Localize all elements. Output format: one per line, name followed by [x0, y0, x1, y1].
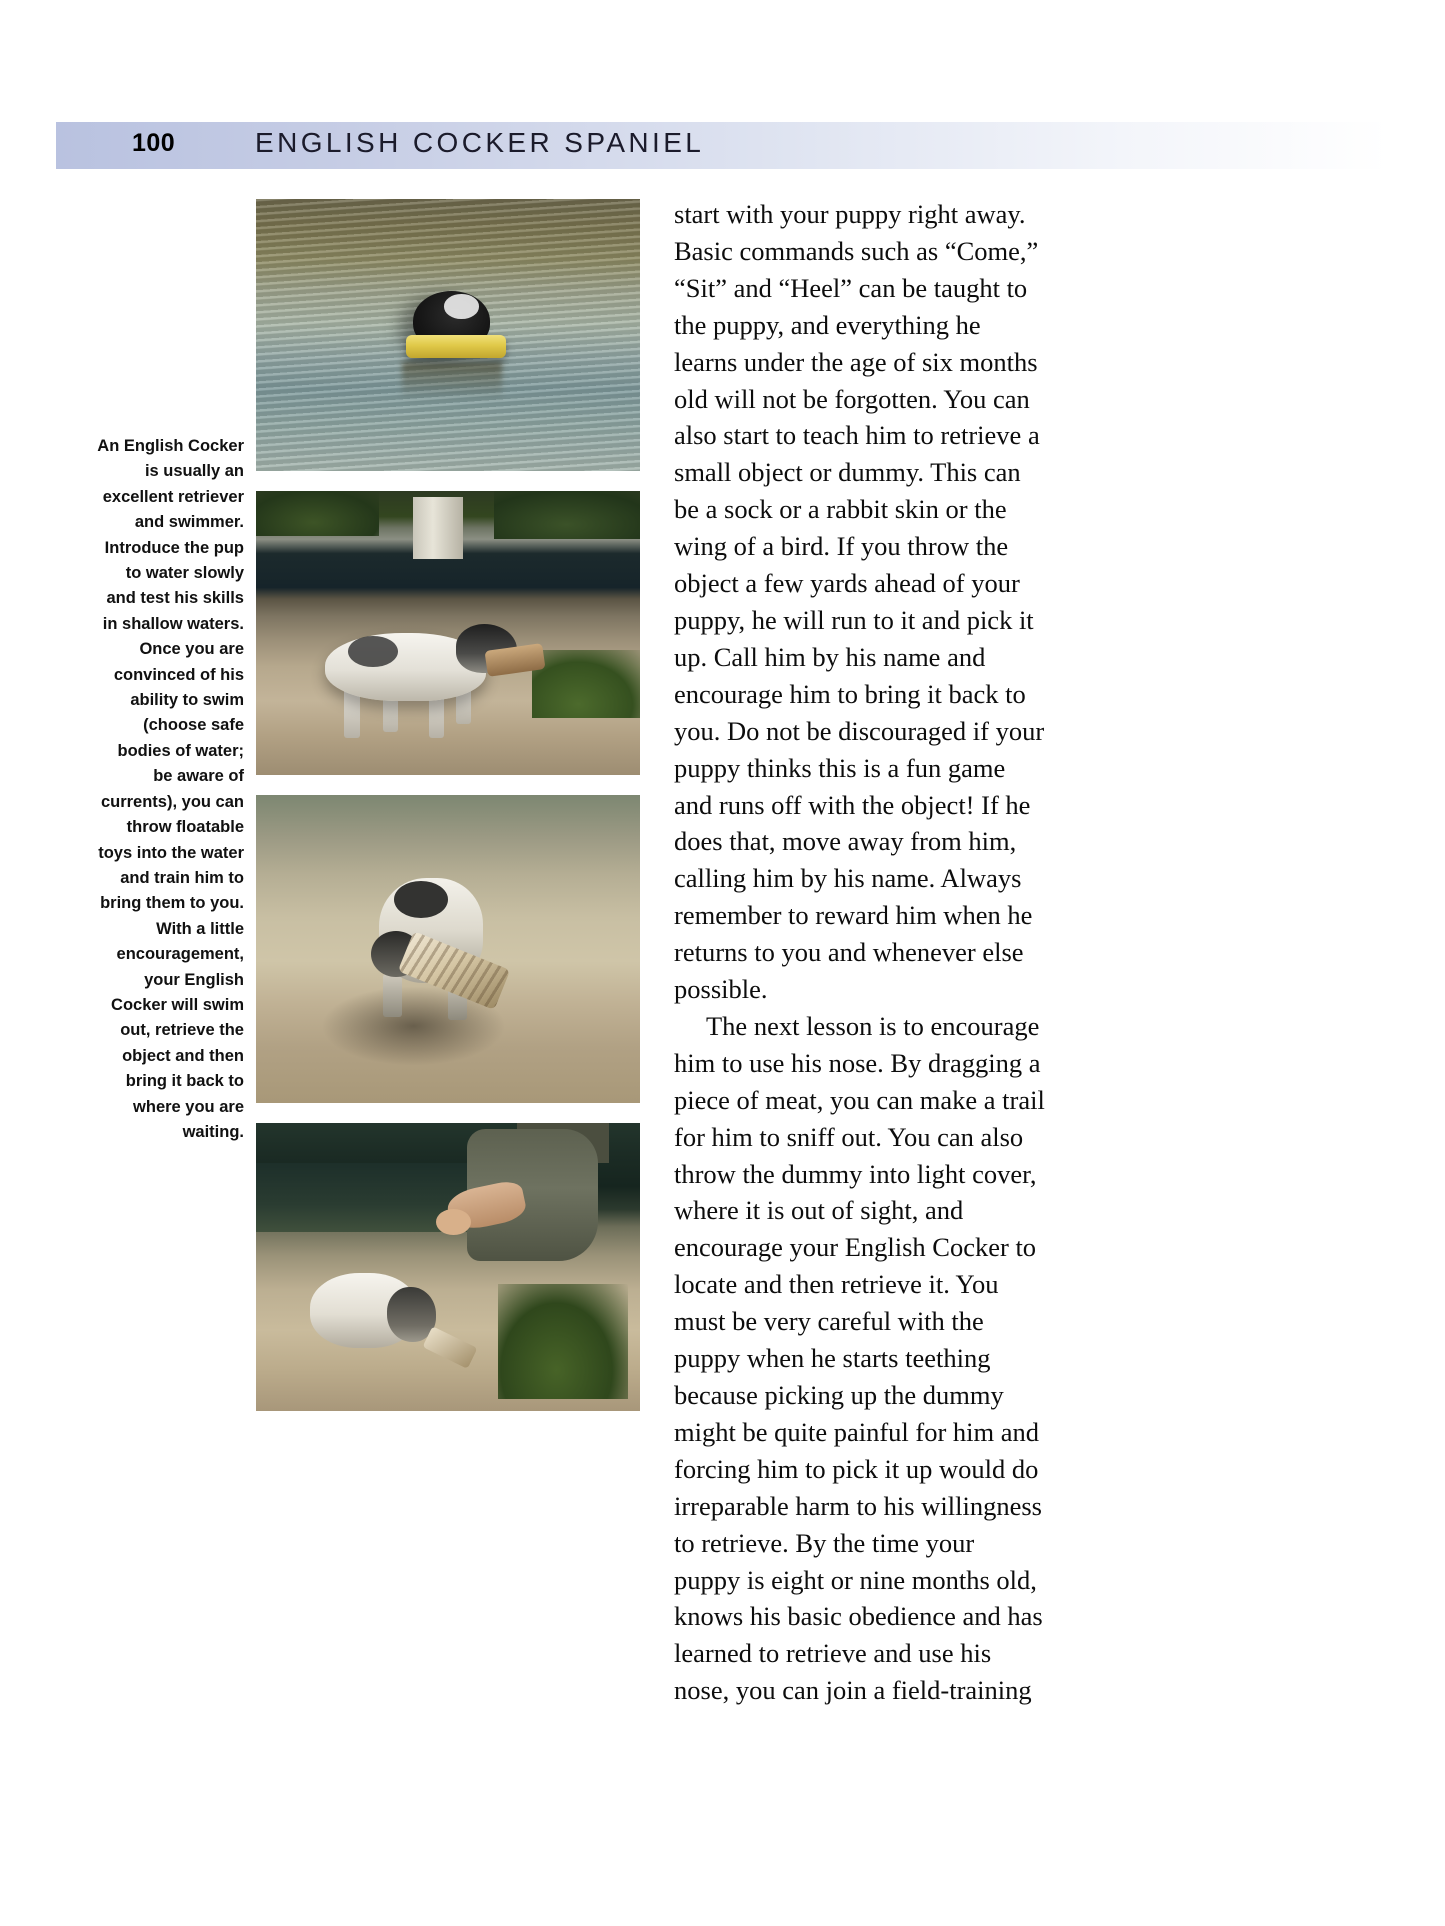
- photo-carry-scene: [256, 491, 640, 775]
- page-number: 100: [132, 129, 176, 157]
- photo-handler-dummy: [422, 1326, 477, 1369]
- figure-caption: An English Cocker is usually an excellent retriever and swimmer. Introduce the pup to water slowly and test his skills in shallow waters. Once you are convinced of his ability to swim (choose safe bodies of water; be aware of currents), you can throw floatable toys into the water and train him to bring them to you. With a little encouragement, your English Cocker will swim out, retrieve the object and then bring it back to where you are waiting.: [97, 437, 244, 1141]
- photo-pickup-dog-patch: [394, 881, 448, 918]
- photo-swim-reflection: [402, 362, 502, 400]
- photo-puppy-carrying-dummy: [256, 491, 640, 775]
- photo-swim-dog-blaze: [444, 294, 479, 318]
- photo-carry-foliage-right: [494, 491, 640, 539]
- photo-pickup-scene: [256, 795, 640, 1103]
- photo-swim-water: [256, 199, 640, 471]
- photo-handler-scene: [256, 1123, 640, 1411]
- photo-pickup-dog-leg: [383, 974, 402, 1017]
- photo-carry-dog-patch: [348, 636, 398, 667]
- photo-carry-foliage-left: [256, 491, 379, 536]
- photo-handler-with-dog: [256, 1123, 640, 1411]
- photo-carry-grass-tuft: [532, 650, 640, 718]
- photo-handler-grass: [498, 1284, 629, 1399]
- photo-puppy-picking-up-dummy: [256, 795, 640, 1103]
- photo-swimming-dog-retrieving-dummy: [256, 199, 640, 471]
- running-head-title: ENGLISH COCKER SPANIEL: [255, 127, 705, 158]
- photo-swim-yellow-dummy: [406, 335, 506, 358]
- body-paragraph: start with your puppy right away. Basic commands such as “Come,” “Sit” and “Heel” can be taught to the puppy, and everything he learns under the age of six months old will not be forgotten. You can also start to teach him to retrieve a small object or dummy. This can be a sock or a rabbit skin or the wing of a bird. If you throw the object a few yards ahead of your puppy, he will run to it and pick it up. Call him by his name and encourage him to bring it back to you. Do not be discouraged if your puppy thinks this is a fun game and runs off with the object! If he does that, move away from him, calling him by his name. Always remember to reward him when he returns to you and whenever else possible.: [674, 199, 1045, 1005]
- photo-carry-bridge-pillar: [413, 497, 463, 559]
- body-paragraph: The next lesson is to encourage him to use his nose. By dragging a piece of meat, you can make a trail for him to sniff out. You can also throw the dummy into light cover, where it is out of sight, and encourage your English Cocker to locate and then retrieve it. You must be very careful with the puppy when he starts teething because picking up the dummy might be quite painful for him and forcing him to pick it up would do irreparable harm to his willingness to retrieve. By the time your puppy is eight or nine months old, knows his basic obedience and has learned to retrieve and use his nose, you can join a field-training: [674, 1010, 1045, 1706]
- body-text-column: [674, 196, 1046, 1709]
